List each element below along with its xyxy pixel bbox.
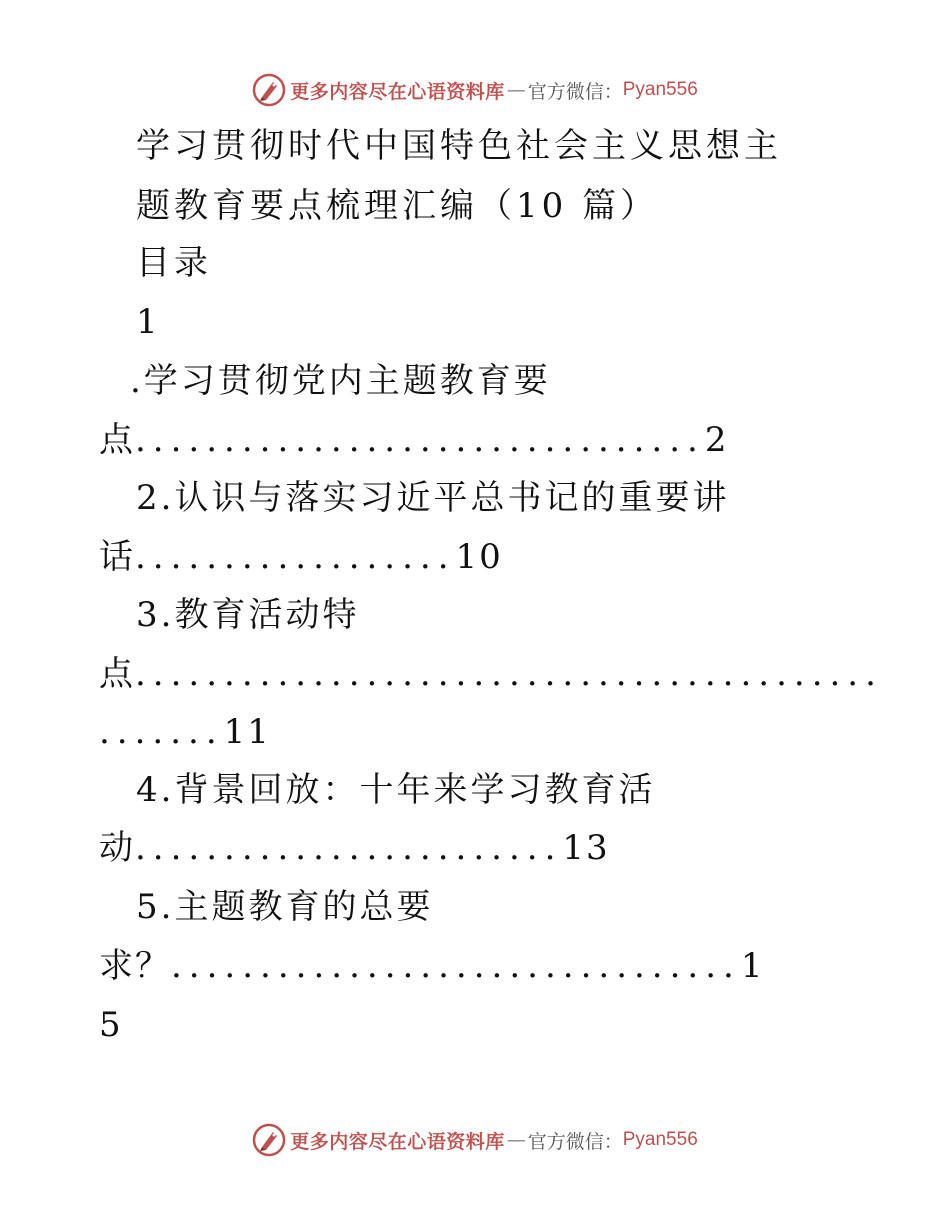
document-title-line-1: 学习贯彻时代中国特色社会主义思想主 [136, 126, 782, 166]
toc-entry-4-page: 13 [562, 828, 610, 868]
toc-entry-3-continuation [0, 645, 950, 703]
banner-wechat-label: 官方微信： [527, 80, 623, 103]
toc-entry-5-page: 1 [740, 946, 765, 986]
toc-entry-3-cont-text: 点 [99, 654, 135, 694]
toc-entry-2-cont-text: 话 [99, 537, 135, 577]
toc-entry-1-title: .学习贯彻党内主题教育要 [130, 361, 551, 401]
banner-separator: — [506, 79, 526, 101]
banner-wechat-label: 官方微信： [527, 1130, 623, 1153]
toc-entry-3-title: 3.教育活动特 [136, 595, 360, 635]
footer-watermark-banner [0, 1120, 950, 1160]
banner-text: 更多内容尽在心语资料库 [290, 80, 505, 103]
toc-entry-1-continuation [0, 411, 950, 469]
toc-entry-4-cont-text: 动 [99, 828, 135, 868]
toc-entry-2-leader: .................. [135, 537, 456, 577]
banner-wechat-id: Pyan556 [622, 79, 698, 100]
toc-entry-2-continuation [0, 528, 950, 586]
banner-wechat-id: Pyan556 [622, 1129, 698, 1150]
toc-entry-5-continuation [0, 937, 950, 995]
toc-entry-2-title: 2.认识与落实习近平总书记的重要讲 [136, 478, 730, 518]
toc-entry-3-continuation-2 [0, 703, 950, 761]
toc-entry-3-leader-2: ....... [99, 712, 224, 752]
toc-entry-1-leader: ................................ [135, 420, 705, 460]
toc-entry-1-page: 2 [704, 420, 729, 460]
toc-entry-1-cont-text: 点 [99, 420, 135, 460]
toc-entry-5-page-continuation: 5 [99, 1005, 121, 1045]
header-watermark-banner [0, 70, 950, 110]
toc-entry-3-page: 11 [223, 712, 271, 752]
toc-entry-5-cont-text: 求？ [99, 946, 171, 986]
pen-nib-icon [252, 1123, 286, 1157]
banner-text: 更多内容尽在心语资料库 [290, 1130, 505, 1153]
toc-entry-4-title: 4.背景回放：十年来学习教育活 [136, 770, 656, 810]
toc-entry-2-page: 10 [455, 537, 503, 577]
toc-entry-5-title: 5.主题教育的总要 [136, 887, 434, 927]
toc-heading: 目录 [136, 243, 212, 283]
toc-entry-4-leader: ........................ [135, 828, 563, 868]
toc-entry-3-leader: .......................................... [135, 654, 883, 694]
pen-nib-icon [252, 73, 286, 107]
toc-entry-4-continuation [0, 819, 950, 877]
toc-entry-1-number: 1 [136, 302, 158, 342]
banner-separator: — [506, 1129, 526, 1151]
document-title-line-2: 题教育要点梳理汇编（10 篇） [136, 186, 659, 226]
toc-entry-5-leader: ................................ [171, 946, 741, 986]
